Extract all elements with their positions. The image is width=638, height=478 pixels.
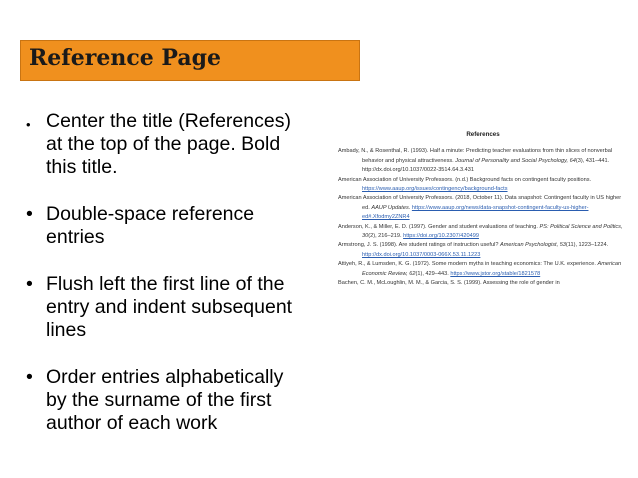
bullet-marker: •: [26, 366, 33, 388]
bullet-marker: •: [26, 273, 33, 295]
reference-text: Anderson, K., & Miller, E. D. (1997). Gender and student evaluations of teaching.: [338, 223, 538, 230]
bullet-text: Flush left the first line of the entry and indent subsequent lines: [46, 273, 293, 341]
reference-link[interactable]: http://dx.doi.org/10.1037/0003-066X.53.11.1223: [362, 251, 481, 258]
reference-rest: (1), 429–443.: [415, 270, 449, 277]
bullet-item: [26, 366, 326, 435]
reference-rest: (11), 1223–1224.: [565, 242, 609, 249]
bullet-marker: •: [26, 203, 33, 225]
reference-link[interactable]: https://www.aaup.org/news/data-snapshot-contingent-faculty-us-higher-ed#.Xfodmy2ZNR4: [362, 204, 589, 221]
reference-text: Armstrong, J. S. (1998). Are student ratings of instruction useful?: [338, 242, 499, 249]
bullet-text: Center the title (References) at the top of the page. Bold this title.: [46, 110, 291, 178]
bullet-item: [26, 110, 326, 179]
page-title: Reference Page: [29, 45, 221, 71]
bullet-text: Double-space reference entries: [46, 203, 255, 248]
reference-rest: (3), 431–441. http://dx.doi.org/10.1037/0022-3514.64.3.431: [362, 157, 610, 174]
bullet-text: Order entries alphabetically by the surname of the first author of each work: [46, 366, 284, 434]
reference-text: Ambady, N., & Rosenthal, R. (1993). Half a minute: Predicting teacher evaluations from thin slices of nonverbal behavior and physical attractiveness.: [338, 148, 613, 164]
reference-link[interactable]: https://doi.org/10.2307/420499: [403, 233, 479, 240]
reference-entry: [338, 176, 628, 195]
reference-text: American Association of University Professors. (n.d.) Background facts on contingent faculty positions.: [338, 176, 592, 183]
bullet-list: [26, 110, 326, 435]
reference-link[interactable]: https://www.jstor.org/stable/1821578: [450, 270, 541, 277]
reference-entry: [338, 260, 628, 279]
reference-text: American Association of University Professors. (2018, October 11). Data snapshot: Contingent faculty in US higher ed.: [338, 195, 622, 211]
reference-source: American Psychologist, 53: [500, 242, 566, 249]
bullet-marker: •: [26, 117, 31, 132]
reference-source: PS: Political Science and Politics, 30: [362, 223, 623, 240]
references-heading: References: [466, 131, 500, 138]
reference-entry: [338, 241, 628, 260]
reference-text: Bachen, C. M., McLoughlin, M. M., & Garcia, S. S. (1999). Assessing the role of gender in: [338, 280, 560, 287]
reference-entry: [338, 279, 628, 288]
reference-entry: [338, 147, 628, 175]
reference-text: Attiyeh, R., & Lumsden, K. G. (1972). Some modern myths in teaching economics: The U.K. experience.: [338, 261, 596, 268]
reference-source: AAUP Updates.: [371, 204, 411, 211]
reference-link[interactable]: https://www.aaup.org/issues/contingency/background-facts: [362, 186, 508, 193]
bullet-item: [26, 273, 326, 342]
reference-entry: [338, 194, 628, 222]
title-bar: [20, 40, 360, 81]
reference-source: American Economic Review, 62: [362, 261, 622, 277]
reference-source: Journal of Personality and Social Psychology, 64: [455, 157, 576, 164]
reference-entry: [338, 223, 628, 242]
bullet-item: [26, 203, 326, 249]
reference-page-example: [338, 130, 628, 289]
reference-rest: (2), 216–219.: [368, 233, 402, 240]
